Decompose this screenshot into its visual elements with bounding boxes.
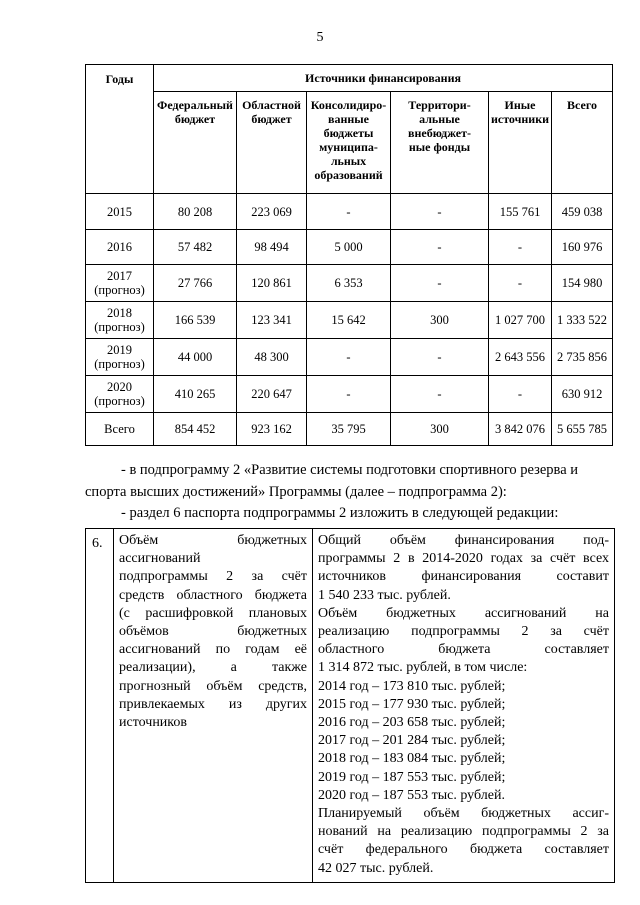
column-header-line: бюджет (251, 112, 292, 126)
table-cell: 300 (391, 413, 489, 446)
regional-budget-line: 1 314 872 тыс. рублей, в том числе: (318, 660, 528, 676)
federal-budget-line: счёт федерального бюджета составляет (318, 842, 609, 858)
table-cell: - (307, 339, 391, 376)
year-allocation-line: 2014 год – 173 810 тыс. рублей; (318, 678, 506, 694)
column-header-line: внебюджет- (407, 126, 472, 140)
table-cell: 630 912 (552, 376, 613, 413)
row-year-line: 2017 (107, 269, 132, 283)
section-title-cell (114, 529, 313, 883)
table-row (86, 194, 613, 230)
column-header-line: Консолидиро- (310, 98, 387, 112)
column-header-line: Иные (504, 98, 536, 112)
table-cell: 5 655 785 (552, 413, 613, 446)
row-year-line: (прогноз) (94, 320, 145, 334)
row-year-line: (прогноз) (94, 357, 145, 371)
row-year-line: Всего (104, 422, 135, 436)
table-cell: 123 341 (237, 302, 307, 339)
year-allocation-line: 2015 год – 177 930 тыс. рублей; (318, 696, 506, 712)
section-title-line: средств областного бюджета (119, 587, 307, 603)
total-funding-line: источников финансирования составит (318, 569, 609, 585)
column-header (552, 92, 613, 194)
passport-section-table (85, 528, 615, 883)
column-header (489, 92, 552, 194)
table-cell: 459 038 (552, 194, 613, 230)
table-cell: 1 333 522 (552, 302, 613, 339)
row-year (86, 230, 154, 265)
table-row (86, 376, 613, 413)
row-year-line: (прогноз) (94, 283, 145, 297)
table-cell: - (307, 376, 391, 413)
table-cell: - (391, 339, 489, 376)
column-header-line: образований (314, 168, 383, 182)
table-cell: 155 761 (489, 194, 552, 230)
section-title-line: подпрограммы 2 за счёт (119, 569, 307, 585)
table-row (86, 302, 613, 339)
row-year (86, 376, 154, 413)
federal-budget-line: нований на реализацию подпрограммы 2 за (318, 824, 609, 840)
table-cell: - (489, 265, 552, 302)
table-cell: 3 842 076 (489, 413, 552, 446)
column-header-line: льных (330, 154, 367, 168)
table-cell: - (391, 194, 489, 230)
table-cell: 44 000 (154, 339, 237, 376)
row-year (86, 339, 154, 376)
section-instruction: - раздел 6 паспорта подпрограммы 2 изложить в следующей редакции: (121, 505, 559, 521)
section-title-line: объёмов бюджетных (119, 624, 307, 640)
column-headers-row (86, 92, 613, 194)
table-cell: 35 795 (307, 413, 391, 446)
column-header-line: альные (419, 112, 460, 126)
column-header-line: ные фонды (408, 140, 471, 154)
regional-budget-line: реализацию подпрограммы 2 за счёт (318, 624, 609, 640)
section-title-line: привлекаемых из других (119, 696, 307, 712)
year-allocation-line: 2016 год – 203 658 тыс. рублей; (318, 715, 506, 731)
federal-budget-line: Планируемый объём бюджетных ассиг- (318, 806, 609, 822)
table-cell: 854 452 (154, 413, 237, 446)
section-title-line: Объём бюджетных (119, 533, 307, 548)
column-header-line: источники (490, 112, 550, 126)
row-year-line: 2016 (107, 240, 132, 254)
table-cell: 15 642 (307, 302, 391, 339)
table-cell: 300 (391, 302, 489, 339)
section-content-cell (313, 529, 615, 883)
column-header (307, 92, 391, 194)
amendment-line-2: спорта высших достижений» Программы (далее – подпрограмма 2): (85, 484, 507, 500)
row-year (86, 302, 154, 339)
row-year (86, 265, 154, 302)
financing-table (85, 64, 613, 446)
table-cell: 27 766 (154, 265, 237, 302)
table-row (86, 339, 613, 376)
column-header (391, 92, 489, 194)
table-cell: 223 069 (237, 194, 307, 230)
table-cell: 2 735 856 (552, 339, 613, 376)
row-year (86, 194, 154, 230)
table-cell: - (489, 230, 552, 265)
table-cell: 410 265 (154, 376, 237, 413)
row-year-line: 2015 (107, 204, 132, 219)
row-year-line: 2019 (107, 343, 132, 357)
table-cell: 1 027 700 (489, 302, 552, 339)
table-cell: 220 647 (237, 376, 307, 413)
section-title-line: ассигнований (119, 551, 201, 567)
table-cell: - (307, 194, 391, 230)
total-funding-line: 1 540 233 тыс. рублей. (318, 587, 451, 603)
table-cell: 5 000 (307, 230, 391, 265)
section-title-line: (с расшифровкой плановых (119, 605, 307, 621)
column-header-line: ванные (327, 112, 369, 126)
section-title-line: реализации), а также (119, 660, 307, 676)
amendment-line-1: - в подпрограмму 2 «Развитие системы подготовки спортивного резерва и (121, 462, 579, 478)
amendment-paragraph (85, 459, 612, 503)
column-header-line: Федеральный (157, 98, 233, 112)
table-cell: 57 482 (154, 230, 237, 265)
total-funding-line: Общий объём финансирования под- (318, 533, 609, 548)
table-cell: 166 539 (154, 302, 237, 339)
table-cell: - (391, 265, 489, 302)
row-year (86, 413, 154, 446)
section-title-line: источников (119, 715, 188, 731)
year-allocation-line: 2019 год – 187 553 тыс. рублей; (318, 769, 506, 785)
table-cell: 120 861 (237, 265, 307, 302)
row-year-line: (прогноз) (94, 394, 145, 408)
total-funding-line: программы 2 в 2014-2020 годах за счёт всех (318, 551, 609, 567)
column-header-line: бюджет (174, 112, 216, 126)
table-row (86, 265, 613, 302)
row-year-line: 2020 (107, 380, 132, 394)
page-number: 5 (316, 30, 324, 45)
row-year-line: 2018 (107, 306, 132, 320)
section-title-line: прогнозный объём средств, (119, 678, 307, 694)
table-cell: 6 353 (307, 265, 391, 302)
column-header (154, 92, 237, 194)
table-cell: 98 494 (237, 230, 307, 265)
financing-table-body (86, 194, 613, 446)
column-header (237, 92, 307, 194)
table-cell: 2 643 556 (489, 339, 552, 376)
column-header-line: муниципа- (319, 140, 378, 154)
table-cell: - (391, 376, 489, 413)
section-title-line: ассигнований по годам её (119, 642, 307, 658)
column-header-line: Всего (567, 98, 597, 112)
table-cell: 48 300 (237, 339, 307, 376)
federal-budget-line: 42 027 тыс. рублей. (318, 860, 434, 876)
table-cell: 80 208 (154, 194, 237, 230)
header-financing-sources: Источники финансирования (154, 65, 613, 92)
table-cell: 923 162 (237, 413, 307, 446)
table-cell: 154 980 (552, 265, 613, 302)
table-row (86, 230, 613, 265)
regional-budget-line: Объём бюджетных ассигнований на (318, 605, 609, 621)
column-header-line: Территори- (408, 98, 471, 112)
column-header-line: бюджеты (323, 126, 374, 140)
table-cell: - (391, 230, 489, 265)
section-number: 6. (86, 529, 114, 883)
column-header-line: Областной (242, 98, 301, 112)
year-allocation-line: 2018 год – 183 084 тыс. рублей; (318, 751, 506, 767)
header-years: Годы (86, 65, 154, 194)
table-cell: - (489, 376, 552, 413)
table-cell: 160 976 (552, 230, 613, 265)
year-allocation-line: 2020 год – 187 553 тыс. рублей. (318, 787, 505, 803)
regional-budget-line: областного бюджета составляет (318, 642, 609, 658)
table-row (86, 413, 613, 446)
year-allocation-line: 2017 год – 201 284 тыс. рублей; (318, 733, 506, 749)
